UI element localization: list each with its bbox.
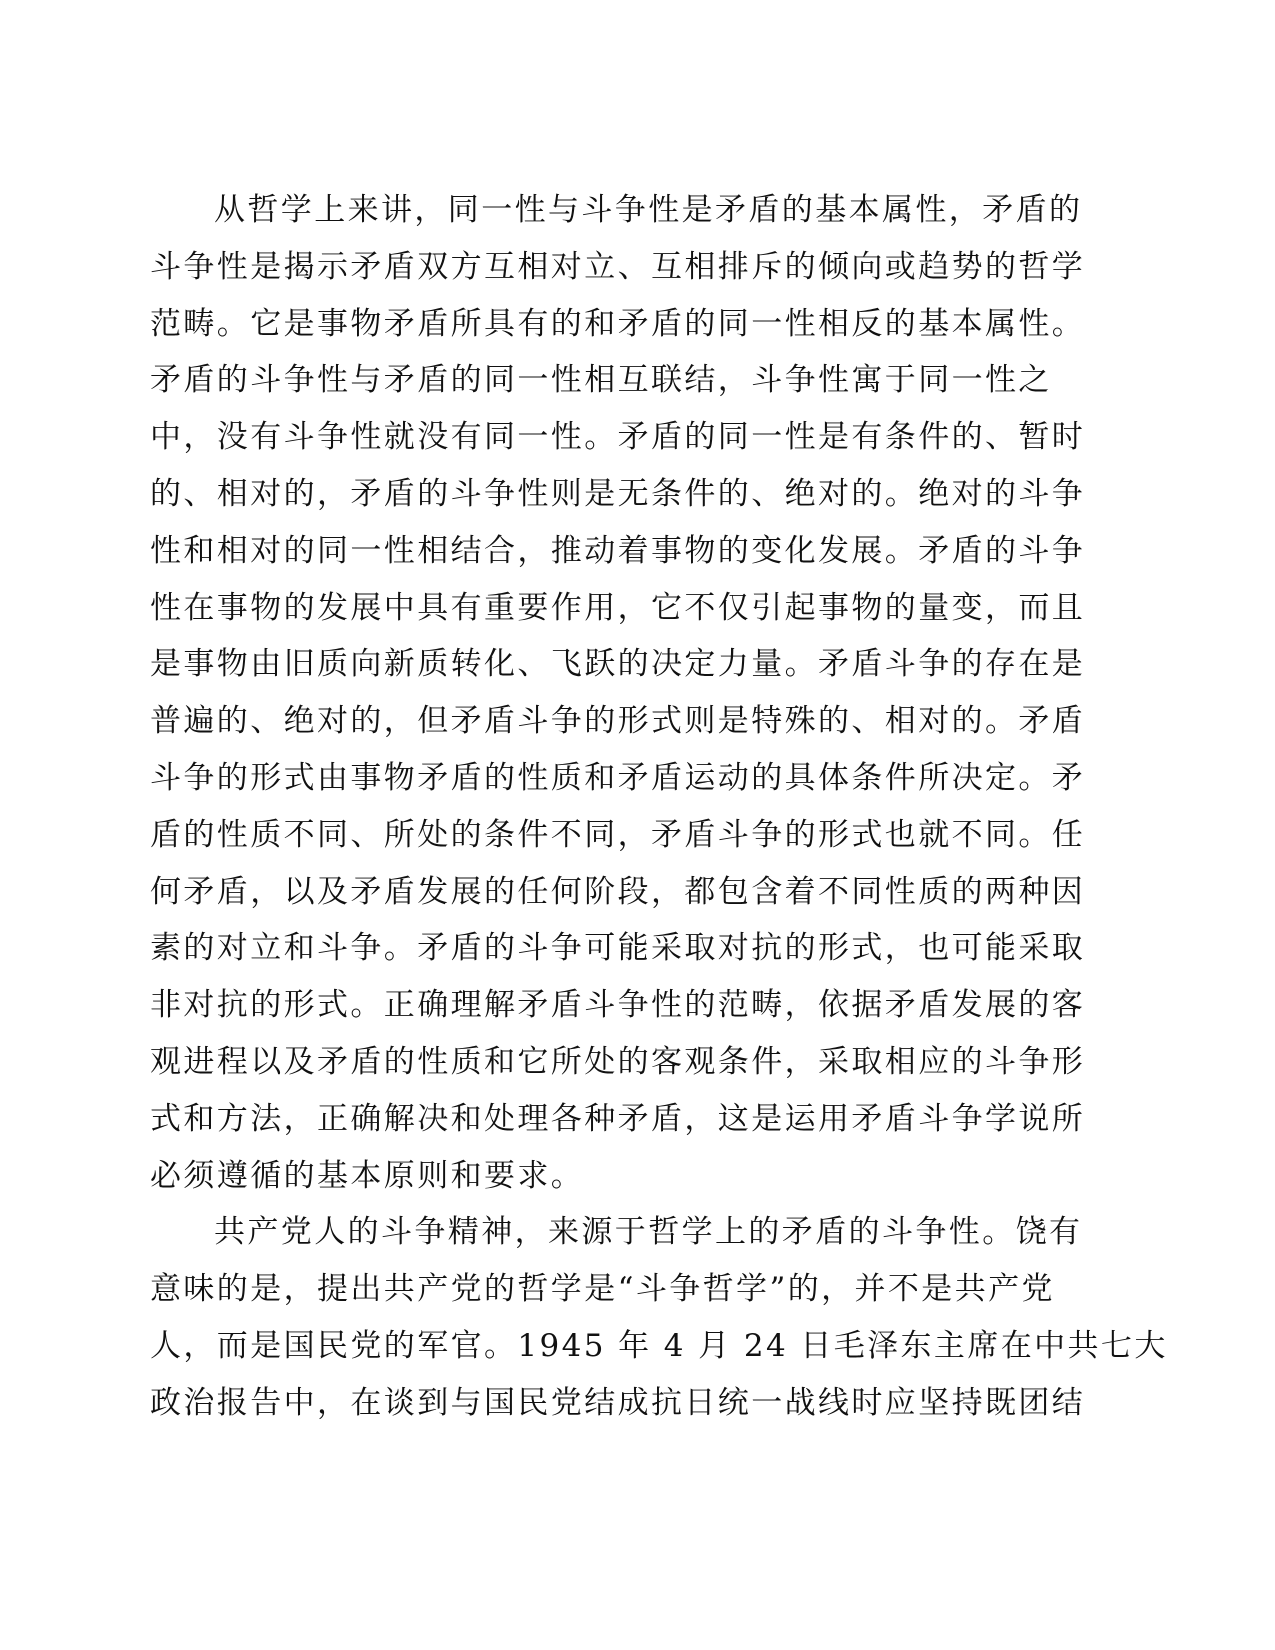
text-line: 共产党人的斗争精神，来源于哲学上的矛盾的斗争性。饶有 <box>214 1214 1083 1251</box>
text-line: 从哲学上来讲，同一性与斗争性是矛盾的基本属性，矛盾的 <box>214 192 1083 228</box>
text-line: 意味的是，提出共产党的哲学是“斗争哲学”的，并不是共产党 <box>150 1271 1055 1308</box>
text-line: 斗争的形式由事物矛盾的性质和矛盾运动的具体条件所决定。矛 <box>150 759 1086 796</box>
text-line: 非对抗的形式。正确理解矛盾斗争性的范畴，依据矛盾发展的客 <box>150 987 1086 1024</box>
text-line: 是事物由旧质向新质转化、飞跃的决定力量。矛盾斗争的存在是 <box>150 646 1086 683</box>
text-line: 素的对立和斗争。矛盾的斗争可能采取对抗的形式，也可能采取 <box>150 930 1086 967</box>
text-line: 中，没有斗争性就没有同一性。矛盾的同一性是有条件的、暂时 <box>150 419 1086 456</box>
text-line: 矛盾的斗争性与矛盾的同一性相互联结，斗争性寓于同一性之 <box>150 362 1052 399</box>
text-line: 性和相对的同一性相结合，推动着事物的变化发展。矛盾的斗争 <box>150 532 1086 569</box>
text-line: 政治报告中，在谈到与国民党结成抗日统一战线时应坚持既团结 <box>150 1384 1086 1421</box>
text-line: 性在事物的发展中具有重要作用，它不仅引起事物的量变，而且 <box>150 589 1086 626</box>
text-line: 何矛盾，以及矛盾发展的任何阶段，都包含着不同性质的两种因 <box>150 873 1086 910</box>
text-line: 斗争性是揭示矛盾双方互相对立、互相排斥的倾向或趋势的哲学 <box>150 248 1086 285</box>
text-line: 盾的性质不同、所处的条件不同，矛盾斗争的形式也就不同。任 <box>150 816 1086 853</box>
text-line: 人，而是国民党的军官。1945 年 4 月 24 日毛泽东主席在中共七大 <box>150 1327 1168 1364</box>
text-line: 范畴。它是事物矛盾所具有的和矛盾的同一性相反的基本属性。 <box>150 305 1086 342</box>
text-line: 必须遵循的基本原则和要求。 <box>150 1157 585 1194</box>
text-line: 观进程以及矛盾的性质和它所处的客观条件，采取相应的斗争形 <box>150 1043 1086 1080</box>
body-text <box>150 182 1168 1432</box>
text-line: 式和方法，正确解决和处理各种矛盾，这是运用矛盾斗争学说所 <box>150 1100 1086 1137</box>
text-line: 普遍的、绝对的，但矛盾斗争的形式则是特殊的、相对的。矛盾 <box>150 703 1086 740</box>
text-line: 的、相对的，矛盾的斗争性则是无条件的、绝对的。绝对的斗争 <box>150 475 1086 512</box>
